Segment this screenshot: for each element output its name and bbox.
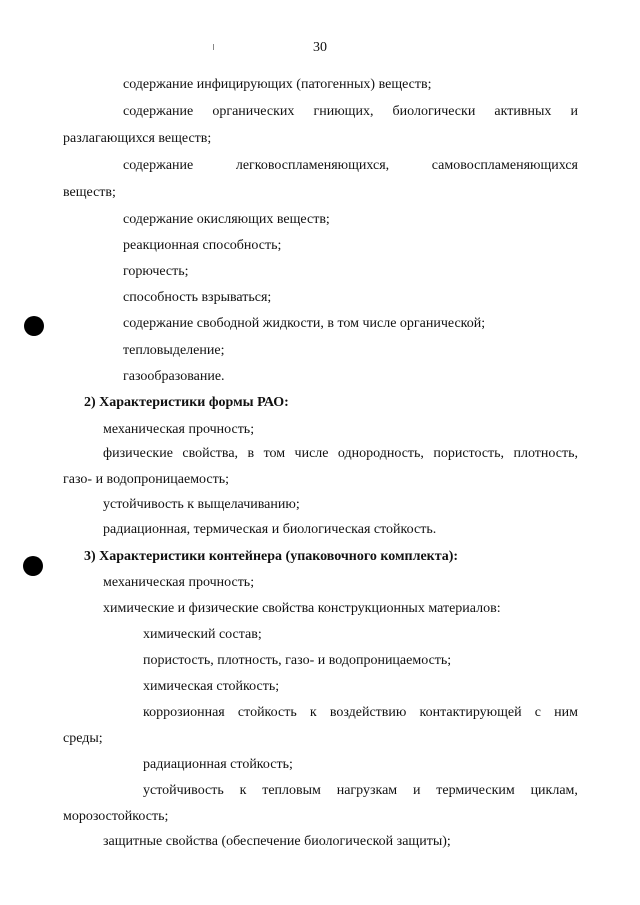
word: тепловым	[262, 783, 321, 798]
section-heading-2: 2) Характеристики формы РАО:	[84, 395, 289, 410]
punch-hole-top	[24, 316, 44, 336]
word: однородность,	[337, 446, 424, 461]
line-24: химическая стойкость;	[143, 679, 280, 694]
line-28-justified	[143, 782, 578, 800]
word: стойкость	[237, 705, 297, 720]
line-23: пористость, плотность, газо- и водопроницаемость;	[143, 653, 452, 668]
line-6: содержание окисляющих веществ;	[123, 212, 330, 227]
section-heading-3: 3) Характеристики контейнера (упаковочного комплекта):	[84, 549, 459, 564]
line-27: радиационная стойкость;	[143, 757, 293, 772]
word: контактирующей	[419, 705, 522, 720]
word: содержание	[123, 104, 194, 119]
line-4-justified	[123, 157, 578, 175]
line-20: механическая прочность;	[103, 575, 255, 590]
word: ним	[554, 705, 578, 720]
line-9: способность взрываться;	[123, 290, 272, 305]
word: биологически	[392, 104, 476, 119]
word: том	[263, 446, 286, 461]
line-5: веществ;	[63, 185, 116, 200]
word: самовоспламеняющихся	[431, 158, 578, 173]
scan-tick-mark	[213, 44, 214, 50]
word: термическим	[436, 783, 515, 798]
word: к	[239, 783, 247, 798]
page-number: 30	[313, 40, 327, 55]
line-7: реакционная способность;	[123, 238, 282, 253]
word: нагрузкам	[336, 783, 398, 798]
line-15-justified	[103, 445, 578, 463]
word: плотность,	[513, 446, 578, 461]
punch-hole-bottom	[23, 556, 43, 576]
line-21: химические и физические свойства конструкционных материалов:	[103, 601, 501, 616]
line-3: разлагающихся веществ;	[63, 131, 212, 146]
word: и	[412, 783, 421, 798]
line-22: химический состав;	[143, 627, 262, 642]
word: циклам,	[530, 783, 578, 798]
line-1: содержание инфицирующих (патогенных) веществ;	[123, 77, 432, 92]
line-12: газообразование.	[123, 369, 225, 384]
line-17: устойчивость к выщелачиванию;	[103, 497, 300, 512]
word: физические	[103, 446, 173, 461]
word: и	[570, 104, 578, 119]
word: коррозионная	[143, 705, 225, 720]
line-10: содержание свободной жидкости, в том числе органической;	[123, 316, 486, 331]
word: органических	[212, 104, 295, 119]
word: к	[309, 705, 317, 720]
line-30: защитные свойства (обеспечение биологической защиты);	[103, 834, 451, 849]
line-8: горючесть;	[123, 264, 189, 279]
line-2-justified	[123, 103, 578, 121]
line-18: радиационная, термическая и биологическая стойкость.	[103, 522, 437, 537]
word: числе	[294, 446, 329, 461]
word: гниющих,	[313, 104, 374, 119]
line-25-justified	[143, 704, 578, 722]
word: воздействию	[329, 705, 407, 720]
word: свойства,	[182, 446, 239, 461]
word: активных	[494, 104, 552, 119]
word: устойчивость	[143, 783, 224, 798]
word: легковоспламеняющихся,	[235, 158, 390, 173]
word: пористость,	[433, 446, 505, 461]
line-26: среды;	[63, 731, 103, 746]
word: в	[247, 446, 255, 461]
line-16: газо- и водопроницаемость;	[63, 472, 230, 487]
line-14: механическая прочность;	[103, 422, 255, 437]
line-29: морозостойкость;	[63, 809, 169, 824]
word: с	[534, 705, 541, 720]
line-11: тепловыделение;	[123, 343, 225, 358]
word: содержание	[123, 158, 194, 173]
